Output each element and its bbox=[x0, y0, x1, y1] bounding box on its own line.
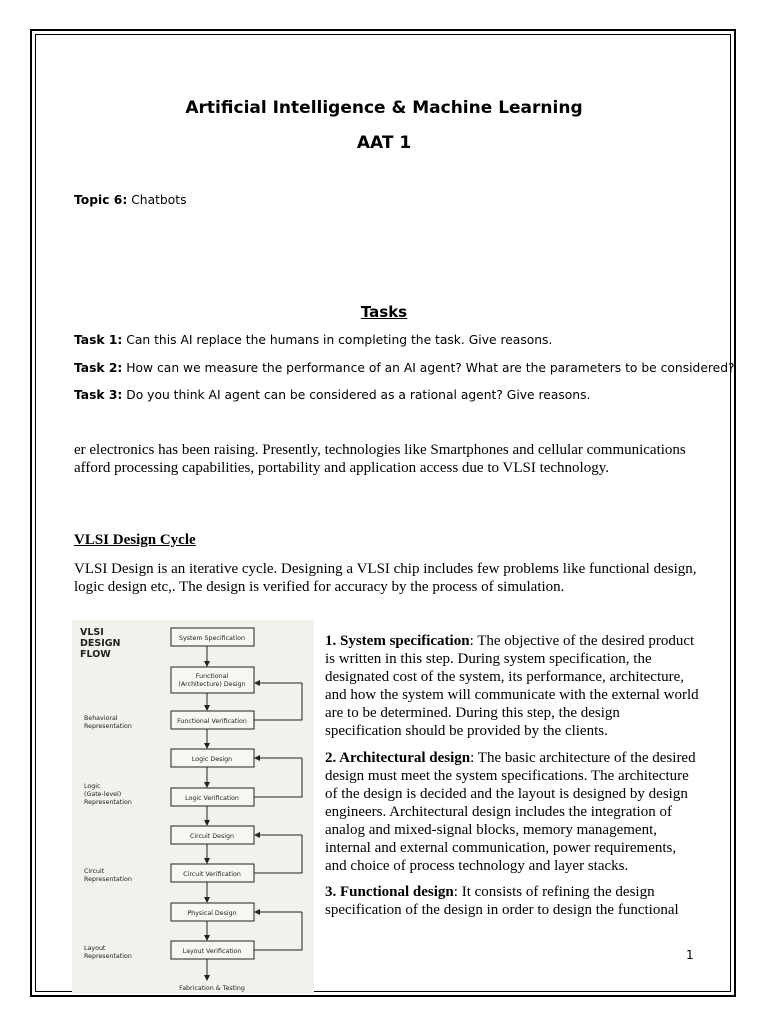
intro-paragraph: er electronics has been raising. Presently, technologies like Smartphones and cellular communications afford processing capabilities, portability and application access due to VLSI technology. bbox=[74, 442, 686, 476]
flow-side-label: Behavioral bbox=[84, 715, 118, 722]
step-text: : The objective of the desired product is written in this step. During system specification, the designated cost of the system, its performance, architecture, and how the system will communicate with the external world are to be determined. During this step, the design specification should be provided by the clients. bbox=[325, 633, 699, 740]
document-subtitle: AAT 1 bbox=[356, 133, 412, 153]
flow-feedback-loop bbox=[254, 912, 302, 950]
flow-side-label: Representation bbox=[84, 953, 132, 960]
flow-side-label: Logic bbox=[84, 783, 101, 790]
page-number: 1 bbox=[686, 948, 694, 962]
task-label: Task 2: bbox=[74, 361, 123, 375]
step-title: 2. Architectural design bbox=[325, 749, 471, 766]
topic-label: Topic 6: bbox=[74, 193, 128, 207]
step-title: 3. Functional design bbox=[325, 884, 454, 901]
flow-feedback-loop bbox=[254, 758, 302, 797]
flow-side-label: Representation bbox=[84, 799, 132, 806]
flow-side-label: Representation bbox=[84, 876, 132, 883]
tasks-heading: Tasks bbox=[360, 303, 408, 321]
flow-box-label: Logic Design bbox=[191, 756, 233, 763]
flow-box-label: (Architecture) Design bbox=[178, 681, 246, 688]
flow-box-label: Circuit Verification bbox=[183, 871, 241, 878]
task-text: How can we measure the performance of an AI agent? What are the parameters to be considered? bbox=[126, 361, 735, 375]
vlsi-paragraph: VLSI Design is an iterative cycle. Designing a VLSI chip includes few problems like functional design, logic design etc,. The design is verified for accuracy by the process of simulation. bbox=[74, 561, 697, 595]
flow-side-label: Representation bbox=[84, 723, 132, 730]
flow-box-label: Logic Verification bbox=[185, 795, 239, 802]
flow-box-functional-design bbox=[171, 667, 254, 693]
task-item-3 bbox=[74, 388, 590, 402]
flow-title-line: VLSI bbox=[80, 627, 104, 638]
step-1 bbox=[325, 632, 700, 741]
step-title: 1. System specification bbox=[325, 633, 470, 649]
vlsi-design-flow-figure bbox=[72, 620, 314, 994]
flow-box-label: Functional bbox=[195, 673, 229, 680]
flow-box-label: Functional Verification bbox=[177, 718, 247, 725]
task-text: Can this AI replace the humans in completing the task. Give reasons. bbox=[126, 333, 553, 347]
flow-title-line: DESIGN bbox=[80, 638, 121, 649]
flow-box-label: System Specification bbox=[179, 635, 245, 642]
flow-side-label: Layout bbox=[84, 945, 106, 952]
flow-title-line: FLOW bbox=[80, 649, 111, 660]
task-item-2 bbox=[74, 361, 735, 375]
step-text: : It consists of refining the design specification of the design in order to design the functional bbox=[325, 884, 679, 919]
flow-box-label: Circuit Design bbox=[189, 833, 235, 840]
step-text: : The basic architecture of the desired design must meet the system specifications. The architecture of the design is decided and the layout is designed by design engineers. Architectural design includes the integration of analog and mixed-signal blocks, memory management, internal and external communication, power requirements, and choice of process technology and layer stacks. bbox=[325, 749, 696, 875]
step-3 bbox=[325, 883, 700, 919]
design-steps-column bbox=[325, 632, 700, 927]
topic-line bbox=[74, 193, 186, 207]
flow-side-label: (Gate-level) bbox=[84, 791, 122, 798]
task-label: Task 1: bbox=[74, 333, 123, 347]
flow-side-label: Circuit bbox=[84, 868, 105, 875]
step-2 bbox=[325, 749, 700, 876]
task-label: Task 3: bbox=[74, 388, 123, 402]
flow-feedback-loop bbox=[254, 683, 302, 720]
document-title: Artificial Intelligence & Machine Learning bbox=[185, 98, 583, 118]
task-item-1 bbox=[74, 333, 552, 347]
flow-final-label: Fabrication & Testing bbox=[179, 985, 245, 992]
vlsi-heading: VLSI Design Cycle bbox=[74, 532, 196, 548]
flow-feedback-loop bbox=[254, 835, 302, 873]
vlsi-flow-svg bbox=[72, 620, 314, 994]
topic-value: Chatbots bbox=[131, 193, 187, 207]
flow-box-label: Physical Design bbox=[187, 910, 237, 917]
task-text: Do you think AI agent can be considered as a rational agent? Give reasons. bbox=[126, 388, 591, 402]
flow-box-label: Layout Verification bbox=[182, 948, 242, 955]
